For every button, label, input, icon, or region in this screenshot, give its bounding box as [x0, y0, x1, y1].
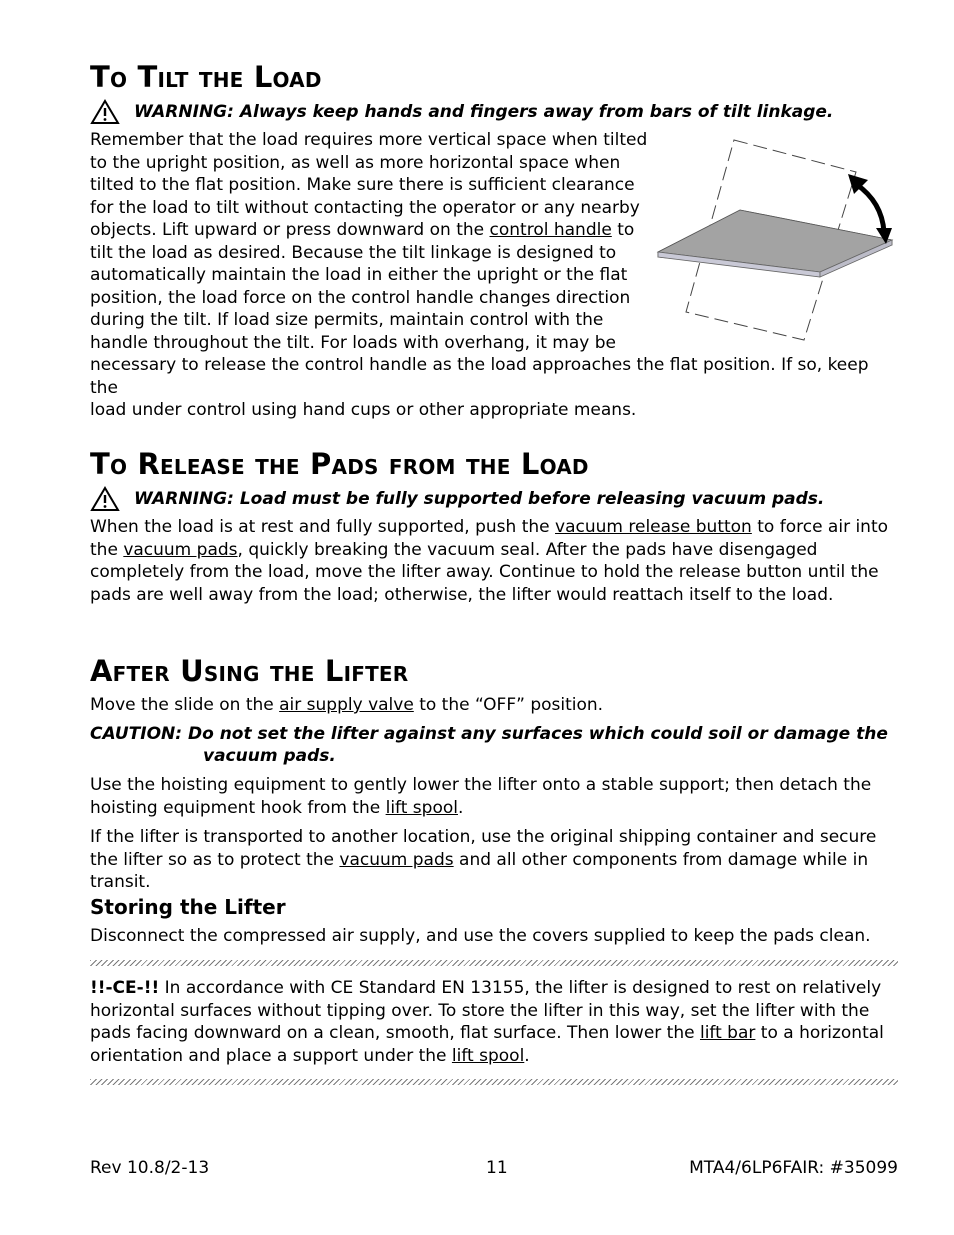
- air-supply-valve-link: air supply valve: [279, 695, 414, 715]
- tilt-line: tilted to the flat position. Make sure there is sufficient clearance: [90, 175, 635, 195]
- vacuum-pads-link: vacuum pads: [123, 539, 238, 560]
- warning-triangle-icon: [90, 486, 120, 512]
- tilt-line: to: [611, 220, 635, 240]
- hoisting-text: .: [457, 797, 464, 818]
- ce-text: .: [524, 1045, 530, 1066]
- transport-text: and all other components from damage while in transit.: [90, 849, 869, 892]
- air-supply-text: Move the slide on the: [90, 695, 280, 715]
- section-title-release: To Release the Pads from the Load: [90, 447, 589, 481]
- ce-text: In accordance with CE Standard EN 13155, the lifter is designed to rest on relatively horizontal surfaces without tipping over. To store the lifter in this way, set the lifter with the pads facing downward on a clean, smooth, flat surface. Then lower the: [90, 978, 882, 1043]
- air-supply-paragraph: [90, 694, 898, 717]
- warning-tilt-text: WARNING: Always keep hands and fingers away from bars of tilt linkage.: [134, 102, 834, 122]
- lift-spool-link: lift spool: [451, 1045, 525, 1066]
- tilt-line: Remember that the load requires more vertical space when tilted: [90, 130, 648, 150]
- tilt-line: necessary to release the control handle as the load approaches the flat position. If so, keep the: [90, 355, 869, 398]
- release-text: When the load is at rest and fully supported, push the: [90, 517, 556, 537]
- transport-text: If the lifter is transported to another location, use the original shipping container and secure the lifter so as to protect the: [90, 827, 877, 870]
- ce-text: to a horizontal orientation and place a support under the: [90, 1023, 884, 1066]
- tilt-line: tilt the load as desired. Because the tilt linkage is designed to: [90, 242, 617, 263]
- warning-release: [90, 486, 824, 512]
- release-paragraph: [90, 516, 898, 606]
- footer-page-number: 11: [486, 1158, 508, 1178]
- ce-label: !!-CE-!!: [90, 978, 160, 998]
- warning-release-text: WARNING: Load must be fully supported before releasing vacuum pads.: [134, 489, 825, 509]
- tilt-line: objects. Lift upward or press downward on the: [90, 220, 490, 240]
- tilt-line: for the load to tilt without contacting the operator or any nearby: [90, 197, 640, 218]
- tilt-line: automatically maintain the load in either the upright or the flat: [90, 265, 628, 285]
- caution-line: CAUTION: Do not set the lifter against any surfaces which could soil or damage the: [90, 724, 888, 744]
- tilt-line: to the upright position, as well as more horizontal space when: [90, 152, 621, 173]
- release-text: , quickly breaking the vacuum seal. After the pads have disengaged completely from the load, move the lifter away. Continue to hold the release button until the pads are well away from the load; otherwise, the lifter would reattach itself to the load.: [90, 539, 879, 605]
- vacuum-pads-link: vacuum pads: [339, 849, 454, 870]
- section-title-tilt: To Tilt the Load: [90, 60, 322, 94]
- release-text: to force air into the: [90, 517, 889, 560]
- footer-model: MTA4/6LP6FAIR: #35099: [689, 1158, 898, 1178]
- hatched-divider: [90, 1079, 898, 1085]
- air-supply-text: to the “OFF” position.: [413, 695, 604, 715]
- ce-paragraph: [90, 977, 898, 1067]
- control-handle-link: control handle: [489, 220, 612, 240]
- tilt-line: handle throughout the tilt. For loads with overhang, it may be: [90, 332, 616, 353]
- tilt-line: position, the load force on the control handle changes direction: [90, 287, 631, 308]
- caution-block: [90, 723, 898, 767]
- tilt-load-illustration: [656, 132, 901, 347]
- subsection-title-storing: Storing the Lifter: [90, 895, 286, 919]
- tilt-line: during the tilt. If load size permits, maintain control with the: [90, 310, 604, 330]
- warning-triangle-icon: [90, 99, 120, 125]
- hoisting-paragraph: [90, 774, 898, 819]
- transport-paragraph: [90, 826, 898, 894]
- vacuum-release-button-link: vacuum release button: [555, 517, 752, 537]
- lift-bar-link: lift bar: [699, 1023, 756, 1043]
- hatched-divider: [90, 960, 898, 966]
- caution-line: vacuum pads.: [203, 746, 336, 766]
- storing-paragraph: Disconnect the compressed air supply, and use the covers supplied to keep the pads clean.: [90, 926, 871, 946]
- tilt-line: load under control using hand cups or other appropriate means.: [90, 400, 637, 420]
- hoisting-text: Use the hoisting equipment to gently lower the lifter onto a stable support; then detach the hoisting equipment hook from the: [90, 775, 872, 818]
- warning-tilt: [90, 99, 833, 125]
- footer-revision: Rev 10.8/2-13: [90, 1158, 210, 1178]
- lift-spool-link: lift spool: [385, 797, 458, 818]
- section-title-after-using: After Using the Lifter: [90, 654, 409, 688]
